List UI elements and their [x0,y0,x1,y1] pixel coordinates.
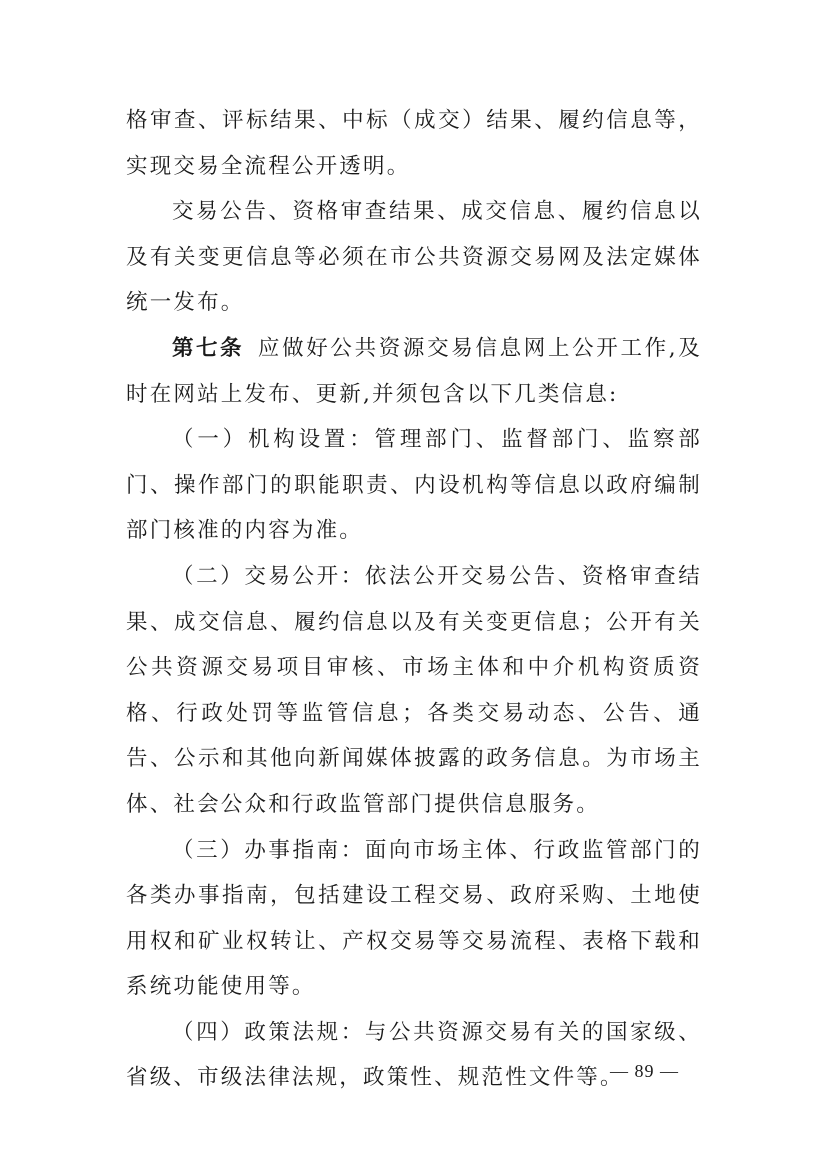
paragraph-2-text: 交易公告、资格审查结果、成交信息、履约信息以及有关变更信息等必须在市公共资源交易网及法定媒体统一发布。 [126,199,702,316]
page-number: — 89 — [610,1061,679,1081]
document-body [126,98,702,1101]
article-label: 第七条 [172,335,244,361]
item-1-text: （一）机构设置：管理部门、监督部门、监察部门、操作部门的职能职责、内设机构等信息以政府编制部门核准的内容为准。 [126,427,702,544]
paragraph-2 [126,189,702,326]
item-3-paragraph [126,828,702,1010]
item-3-text: （三）办事指南：面向市场主体、行政监管部门的各类办事指南，包括建设工程交易、政府采购、土地使用权和矿业权转让、产权交易等交易流程、表格下载和系统功能使用等。 [126,837,702,1000]
item-4-paragraph [126,1010,702,1101]
item-1-paragraph [126,417,702,554]
paragraph-1 [126,98,702,189]
item-4-text: （四）政策法规：与公共资源交易有关的国家级、省级、市级法律法规，政策性、规范性文件等。 [126,1019,702,1091]
paragraph-1-text: 格审查、评标结果、中标（成交）结果、履约信息等，实现交易全流程公开透明。 [126,108,702,179]
item-2-text: （二）交易公开：依法公开交易公告、资格审查结果、成交信息、履约信息以及有关变更信息；公开有关公共资源交易项目审核、市场主体和中介机构资质资格、行政处罚等监管信息；各类交易动态、公告、通告、公示和其他向新闻媒体披露的政务信息。为市场主体、社会公众和行政监管部门提供信息服务。 [126,563,702,817]
article-7-text: 应做好公共资源交易信息网上公开工作,及时在网站上发布、更新,并须包含以下几类信息: [126,335,702,407]
item-2-paragraph [126,554,702,828]
article-7-paragraph [126,326,702,417]
